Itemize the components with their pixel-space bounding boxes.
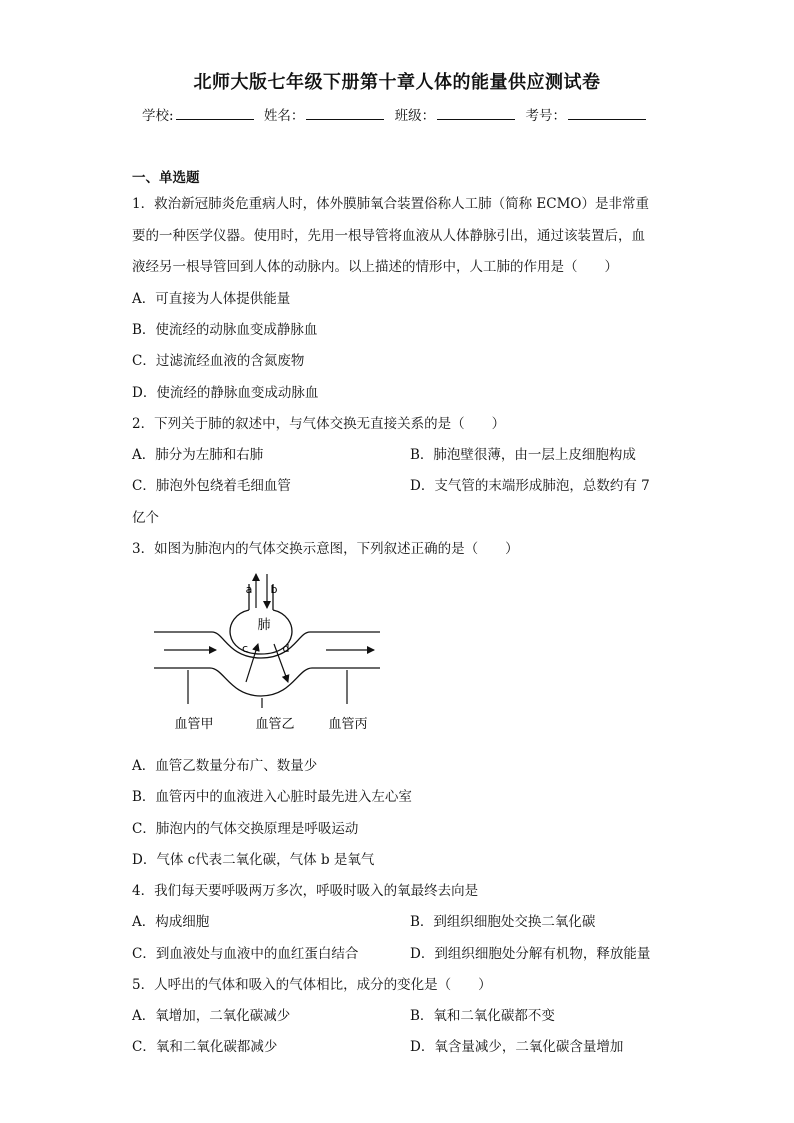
q3-option-d[interactable]: D．气体 c代表二氧化碳，气体 b 是氧气 — [132, 852, 375, 868]
class-label: 班级： — [394, 108, 436, 124]
q1-option-b[interactable]: B．使流经的动脉血变成静脉血 — [132, 322, 318, 338]
q2-option-a[interactable]: A．肺分为左肺和右肺 — [132, 447, 264, 463]
label-vessel-3: 血管丙 — [328, 717, 368, 732]
label-vessel-1: 血管甲 — [174, 717, 214, 732]
page-title: 北师大版七年级下册第十章人体的能量供应测试卷 — [193, 72, 601, 93]
q4-option-c[interactable]: C．到血液处与血液中的血红蛋白结合 — [132, 946, 359, 962]
q4-stem: 4．我们每天要呼吸两万多次，呼吸时吸入的氧最终去向是 — [132, 883, 479, 899]
q2-stem: 2．下列关于肺的叙述中，与气体交换无直接关系的是（ ） — [132, 416, 506, 432]
label-c: c — [241, 642, 249, 655]
q1-stem-line-2: 要的一种医学仪器。使用时，先用一根导管将血液从人体静脉引出，通过该装置后，血 — [132, 228, 645, 244]
q1-stem-line-1: 1．救治新冠肺炎危重病人时，体外膜肺氧合装置俗称人工肺（简称 ECMO）是非常重 — [132, 196, 649, 212]
q2-option-d[interactable]: D．支气管的末端形成肺泡，总数约有 7 — [410, 478, 650, 494]
label-a: a — [245, 583, 253, 596]
school-blank — [176, 107, 254, 120]
name-label: 姓名： — [263, 108, 305, 124]
q2-option-d-continued: 亿个 — [132, 510, 159, 526]
section-heading: 一、单选题 — [132, 170, 200, 186]
q4-option-a[interactable]: A．构成细胞 — [132, 914, 210, 930]
q5-option-d[interactable]: D．氧含量减少，二氧化碳含量增加 — [410, 1039, 624, 1055]
q5-stem: 5．人呼出的气体和吸入的气体相比，成分的变化是（ ） — [132, 977, 492, 993]
q3-option-a[interactable]: A．血管乙数量分布广、数量少 — [132, 758, 318, 774]
student-info-row — [0, 104, 794, 124]
q5-option-b[interactable]: B．氧和二氧化碳都不变 — [410, 1008, 555, 1024]
q3-stem: 3．如图为肺泡内的气体交换示意图，下列叙述正确的是（ ） — [132, 541, 519, 557]
label-b: b — [270, 583, 278, 596]
q1-option-d[interactable]: D．使流经的静脉血变成动脉血 — [132, 385, 319, 401]
label-lung: 肺 — [257, 618, 271, 633]
q5-option-a[interactable]: A．氧增加，二氧化碳减少 — [132, 1008, 291, 1024]
q4-option-b[interactable]: B．到组织细胞处交换二氧化碳 — [410, 914, 596, 930]
q2-option-b[interactable]: B．肺泡壁很薄，由一层上皮细胞构成 — [410, 447, 636, 463]
q4-option-d[interactable]: D．到组织细胞处分解有机物，释放能量 — [410, 946, 651, 962]
q2-option-c[interactable]: C．肺泡外包绕着毛细血管 — [132, 478, 291, 494]
name-blank — [306, 107, 384, 120]
label-d: d — [282, 642, 290, 655]
q1-option-c[interactable]: C．过滤流经血液的含氮废物 — [132, 353, 305, 369]
q3-option-c[interactable]: C．肺泡内的气体交换原理是呼吸运动 — [132, 821, 359, 837]
q1-stem-line-3: 液经另一根导管回到人体的动脉内。以上描述的情形中，人工肺的作用是（ ） — [132, 259, 618, 275]
school-label: 学校: — [142, 108, 174, 124]
label-vessel-2: 血管乙 — [255, 717, 295, 732]
class-blank — [437, 107, 515, 120]
exam-number-blank — [568, 107, 646, 120]
exam-number-label: 考号： — [525, 108, 566, 124]
alveolus-gas-exchange-diagram — [150, 568, 390, 738]
q3-option-b[interactable]: B．血管丙中的血液进入心脏时最先进入左心室 — [132, 789, 412, 805]
q1-option-a[interactable]: A．可直接为人体提供能量 — [132, 291, 291, 307]
q5-option-c[interactable]: C．氧和二氧化碳都减少 — [132, 1039, 278, 1055]
